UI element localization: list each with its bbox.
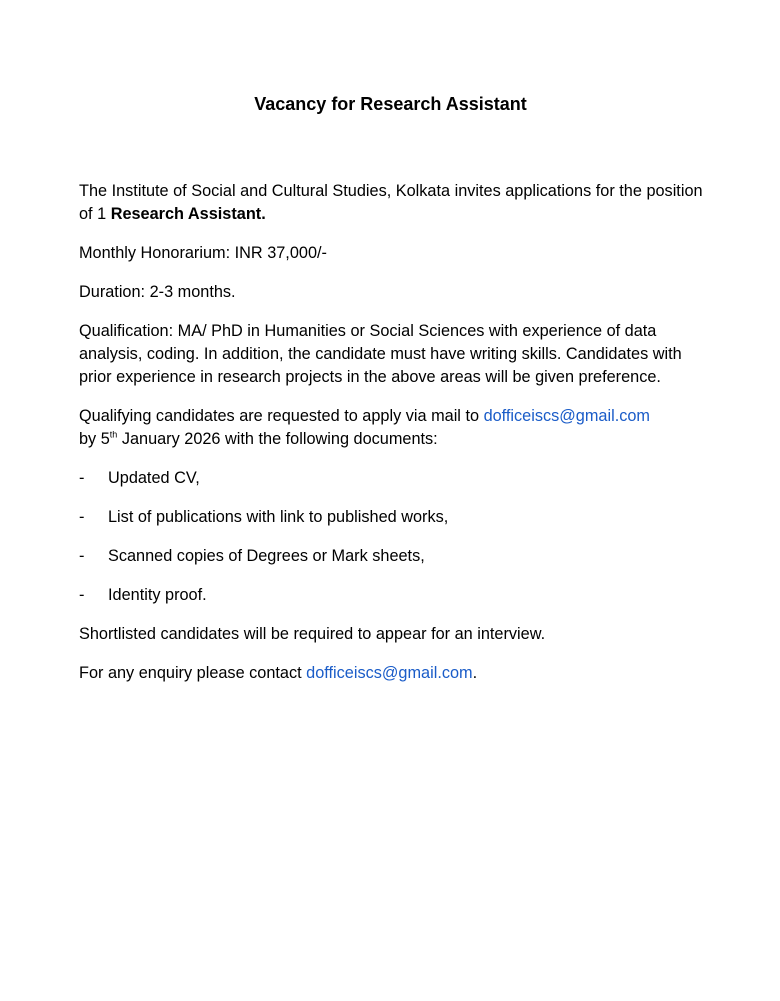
deadline-superscript: th	[109, 429, 118, 440]
qualification-paragraph: Qualification: MA/ PhD in Humanities or Social Sciences with experience of data analysis, coding. In addition, the candidate must have writing skills. Candidates with prior experience in research projects in the above areas will be given preference.	[79, 322, 682, 386]
intro-text: The Institute of Social and Cultural Studies, Kolkata invites applications for the position of 1	[79, 182, 703, 223]
deadline-rest: January 2026 with the following documents:	[117, 430, 438, 448]
list-item-label: Updated CV,	[108, 469, 200, 487]
list-dash: -	[79, 508, 85, 526]
apply-paragraph	[79, 405, 709, 451]
page-title: Vacancy for Research Assistant	[254, 94, 527, 114]
list-dash: -	[79, 586, 85, 604]
list-item	[79, 584, 709, 607]
document-page	[79, 92, 709, 701]
enquiry-end: .	[472, 664, 478, 682]
documents-list	[79, 467, 709, 607]
enquiry-email-link[interactable]: dofficeiscs@gmail.com	[306, 664, 473, 682]
position-name: Research Assistant.	[110, 205, 266, 223]
list-item-label: Scanned copies of Degrees or Mark sheets,	[108, 547, 425, 565]
enquiry-text: For any enquiry please contact	[79, 664, 307, 682]
intro-paragraph	[79, 180, 709, 226]
list-item	[79, 506, 709, 529]
apply-text: Qualifying candidates are requested to apply via mail to	[79, 407, 484, 425]
list-item	[79, 545, 709, 568]
list-item-label: List of publications with link to published works,	[108, 508, 449, 526]
duration-line: Duration: 2-3 months.	[79, 283, 236, 301]
list-dash: -	[79, 469, 85, 487]
list-dash: -	[79, 547, 85, 565]
honorarium-line: Monthly Honorarium: INR 37,000/-	[79, 244, 327, 262]
list-item-label: Identity proof.	[108, 586, 207, 604]
shortlist-paragraph: Shortlisted candidates will be required to appear for an interview.	[79, 625, 546, 643]
enquiry-paragraph	[79, 662, 709, 685]
apply-email-link[interactable]: dofficeiscs@gmail.com	[483, 407, 650, 425]
deadline-text: by 5	[79, 430, 110, 448]
list-item	[79, 467, 709, 490]
